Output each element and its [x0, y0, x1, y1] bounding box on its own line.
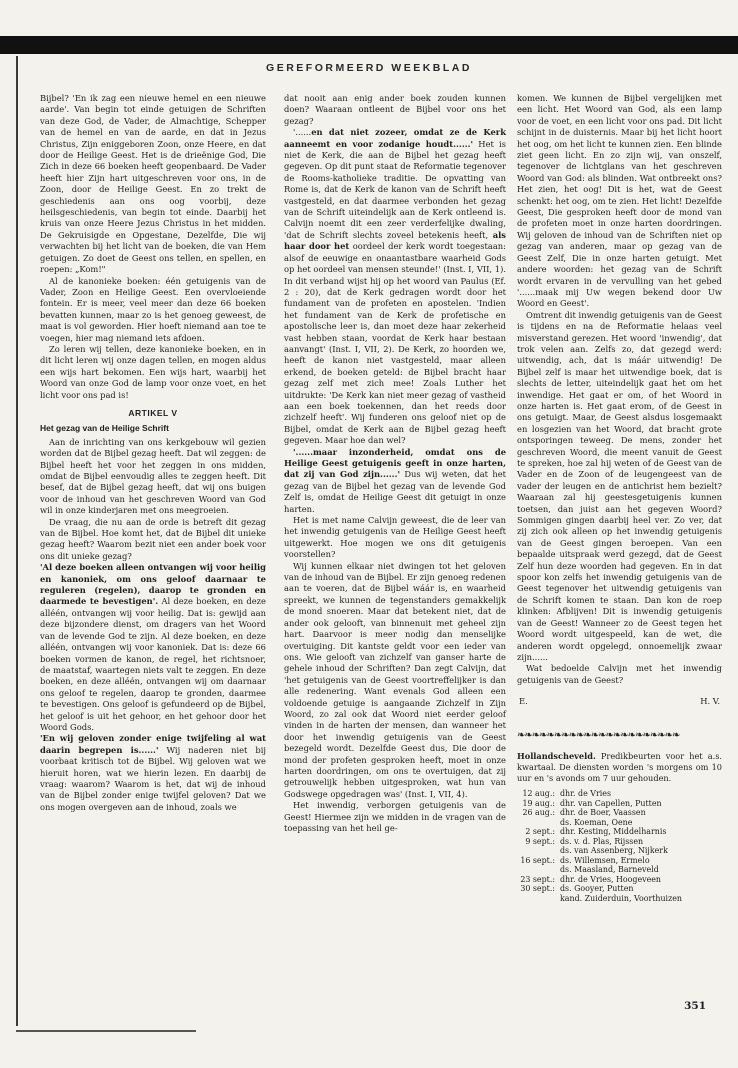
schedule-row: [517, 789, 722, 799]
column-2: [284, 93, 506, 834]
paragraph: Het is met name Calvijn geweest, die de leer van het inwendig getuigenis van de Heilige Geest heeft uitgewerkt. Hoe mogen we ons dit getuigenis voorstellen?: [284, 515, 506, 560]
masthead: GEREFORMEERD WEEKBLAD: [266, 62, 472, 74]
schedule-row: [517, 799, 722, 809]
paragraph: dat nooit aan enig ander boek zouden kunnen doen? Waaraan ontleent de Bijbel voor ons het gezag?: [284, 93, 506, 126]
paragraph: Zo leren wij tellen, deze kanonieke boeken, en in dit licht leren wij onze dagen tellen, en mogen aldus een wijs hart bekomen. Een wijs hart, waarbij het Woord van onze God de lamp voor onze voet, en het licht voor ons pad is!: [40, 343, 266, 400]
schedule-date: 19 aug.:: [522, 798, 555, 808]
paragraph-text: Al deze boeken, en deze alléén, ontvangen wij voor heilig. Dat is: gewijd aan deze bijzondere dienst, om dragers van het Woord van de levende God te zijn. Al deze boeken, en deze alléén, ontvangen wij voor kanoniek. Dat is: deze 66 boeken vormen de kanon, de regel, het richtsnoer, de maatstaf, waartegen niets valt te zeggen. En deze boeken, en deze alléén, ontvangen wij om daarnaar ons geloof te regelen, daarop te gronden, daarmee te bevestigen. Ons geloof is gefundeerd op de Bijbel, het geloof is uit het gehoor, en het gehoor door het Woord Gods.: [40, 596, 266, 732]
schedule-date: 30 sept.:: [520, 884, 555, 894]
paragraph: Wat bedoelde Calvijn met het inwendig getuigenis van de Geest?: [517, 663, 722, 685]
schedule-date: [517, 894, 560, 904]
schedule-date: 26 aug.:: [522, 808, 555, 818]
schedule-row: [517, 884, 722, 894]
paragraph: [284, 447, 506, 515]
schedule-row: [517, 808, 722, 818]
confession-quote: 'Al deze boeken alleen ontvangen wij voor heilig en kanoniek, om ons geloof daarnaar te reguleren (regelen), daarop te gronden en daarmede te bevestigen'.: [40, 562, 266, 607]
ornamental-divider: ❧❧❧❧❧❧❧❧❧❧❧❧❧❧❧❧❧❧❧❧❧❧: [517, 729, 680, 741]
paragraph: Het inwendig, verborgen getuigenis van de Geest! Hiermee zijn we midden in de vragen van de toepassing van het heil ge-: [284, 800, 506, 833]
emphasis: als haar door het: [284, 229, 506, 252]
schedule-row: [517, 865, 722, 875]
paragraph: Omtrent dit inwendig getuigenis van de Geest is tijdens en na de Reformatie helaas veel misverstand gerezen. Het woord 'inwendig', dat trok velen aan. Zelfs zo, dat gezegd werd: uitwendig, ach, dat is máár uitwendig! De Bijbel zelf is maar het uitwendige boek, dat is slechts de letter, uiteindelijk gaat het om het inwendige. Het gaat er om, of het Woord in onze harten is. Het gaat erom, of de Geest in ons getuigt. Maar, de Geest alsdus losgemaakt en losgezien van het Woord, dat bracht grote ontsporingen teweeg. De mens, zonder het geschreven Woord, die meent vanuit de Geest te spreken, hoe zal hij weten of de Geest van de Vader en de Zoon of de leugengeest van de vader der leugen en de antichrist hem bezielt? Waaraan zal hij geestesgetuigenis kunnen toetsen, dan juist aan het gegeven Woord? Sommigen gingen daarbij heel ver. Zo ver, dat zij zich ook alleen op het inwendig getuigenis van de Geest gingen beroepen. Van een bepaalde uitspraak werd gezegd, dat de Geest Zelf hun deze woorden had gegeven. En in dat spoor kon zelfs het inwendig getuigenis van de Geest tegenover het uitwendig getuigenis van de Schrift komen te staan. Dan kon de roep klinken: Afblijven! Dit is inwendig getuigenis van de Geest! Wanneer zo de Geest tegen het Woord wordt uitgespeeld, kan de wet, die anderen wordt opgelegd, onnoemelijk zwaar zijn......: [517, 309, 722, 662]
church-notice: [517, 751, 722, 783]
schedule-date: 16 sept.:: [520, 855, 555, 865]
schedule-preacher: ds. van Assenberg, Nijkerk: [560, 846, 668, 856]
schedule-preacher: dhr. van Capellen, Putten: [560, 798, 662, 808]
schedule-preacher: kand. Zuiderduin, Voorthuizen: [560, 893, 682, 903]
schedule-row: [517, 818, 722, 828]
schedule-preacher: dhr. de Vries, Hoogeveen: [560, 874, 661, 884]
schedule-row: [517, 875, 722, 885]
notice-text: Predikbeurten voor het a.s. kwartaal. De diensten worden 's morgens om 10 uur en 's avonds om 7 uur gehouden.: [517, 750, 722, 783]
paragraph: De vraag, die nu aan de orde is betreft dit gezag van de Bijbel. Hoe komt het, dat de Bijbel dit unieke gezag heeft? Waarom bezit niet een ander boek voor ons dit unieke gezag?: [40, 516, 266, 561]
section-subtitle: Het gezag van de Heilige Schrift: [40, 423, 169, 434]
schedule-preacher: ds. Koeman, Oene: [560, 817, 633, 827]
paragraph-text: Wij naderen niet bij voorbaat kritisch tot de Bijbel. Wij geloven wat we hieruit horen, wat we hierin lezen. En daarbij de vraag: waarom? Waarom is het, dat wij de inhoud van de Bijbel zonder enige twijfel geloven? Dat we ons mogen overgeven aan de inhoud, zoals we: [40, 744, 266, 812]
schedule-row: [517, 894, 722, 904]
schedule-row: [517, 856, 722, 866]
top-black-bar: [0, 36, 738, 54]
schedule-preacher: dhr. de Vries: [560, 789, 611, 799]
paragraph-text: Dus wij weten, dat het gezag van de Bijbel het gezag van de levende God Zelf is, omdat de Heilige Geest dit getuigt in onze harten.: [284, 469, 507, 514]
schedule-row: [517, 846, 722, 856]
schedule-date: 23 sept.:: [520, 874, 555, 884]
paragraph: Al de kanonieke boeken: één getuigenis van de Vader, Zoon en Heilige Geest. Een overvloeiende fontein. Er is meer, veel meer dan deze 66 boeken bevatten kunnen, maar zo is het genoeg geweest, de maat is vol geworden. Hier hoeft niemand aan toe te voegen, hier mag niemand iets afdoen.: [40, 275, 266, 343]
schedule-preacher: ds. Gooyer, Putten: [560, 884, 634, 894]
binding-edge: [16, 56, 18, 1026]
preaching-schedule: [517, 789, 722, 903]
column-1: [40, 93, 266, 813]
signature-left: E.: [519, 696, 528, 707]
confession-quote: 'En wij geloven zonder enige twijfeling al wat daarin begrepen is......': [40, 733, 266, 755]
paragraph: Aan de inrichting van ons kerkgebouw wil gezien worden dat de Bijbel gezag heeft. Dat wil zeggen: de Bijbel heeft het voor het zeggen in ons midden, omdat de Bijbel eenvoudig alles te zeggen heeft. Dit besef, dat de Bijbel gezag heeft, dat wij ons buigen voor de inhoud van het geschreven Woord van God wil in onze kinderjaren met ons meegroeien.: [40, 436, 266, 516]
article-heading: ARTIKEL V: [128, 407, 178, 418]
paragraph: [40, 733, 266, 813]
paragraph-text: oordeel der kerk wordt toegestaan: alsof de eeuwige en onaantastbare waarheid Gods op het oordeel van mensen steunde!' (Inst. I, VII, 1). In dit verband wijst hij op het woord van Paulus (Ef. 2 : 20), dat de Kerk gedragen wordt door het fundament van de profeten en apostelen. 'Indien het fundament van de Kerk de profetische en apostolische leer is, dan moet deze haar zekerheid vast hebben staan, voordat de Kerk haar bestaan aanvangt' (Inst. I, VII, 2). De Kerk, zo hoorden we, heeft de kanon niet vastgesteld, maar alleen erkend, de boeken geteld: de Bijbel bracht haar gezag zelf met zich mee! Zoals Luther het uitdrukte: 'De Kerk kan niet meer gezag of vastheid aan een boek toekennen, dan het reeds door zichzelf heeft'. Wij funderen ons geloof niet op de Bijbel, omdat de Kerk aan de Bijbel gezag heeft gegeven. Maar hoe dan wel?: [284, 241, 506, 446]
schedule-preacher: ds. Willemsen, Ermelo: [560, 855, 650, 865]
bottom-rule: [16, 1030, 196, 1032]
paragraph-text: Het is niet de Kerk, die aan de Bijbel het gezag heeft gegeven. Op dit punt staat de Reformatie tegenover de Rooms-katholieke traditie. De opvatting van Rome is, dat de Kerk de kanon van de Schrift heeft vastgesteld, en dat daarmee verbonden het gezag van de Schrift uiteindelijk aan de Kerk ontleend is. Calvijn noemt dit een zeer verderfelijke dwaling, 'dat de Schrift slechts zoveel betekenis heeft,: [284, 138, 507, 240]
schedule-preacher: dhr. de Boer, Vaassen: [560, 808, 646, 818]
schedule-row: [517, 827, 722, 837]
signature-right: H. V.: [700, 696, 720, 707]
schedule-preacher: dhr. Kesting, Middelharnis: [560, 827, 667, 837]
quote-lead: '......: [293, 127, 312, 138]
paragraph: [284, 127, 506, 446]
schedule-date: 12 aug.:: [522, 789, 555, 799]
schedule-date: [517, 865, 560, 875]
schedule-date: 9 sept.:: [525, 836, 555, 846]
column-3: [517, 93, 722, 903]
signature: [517, 696, 722, 707]
paragraph: Wij kunnen elkaar niet dwingen tot het geloven van de inhoud van de Bijbel. Er zijn genoeg redenen aan te voeren, dat de Bijbel wáár is, en waarheid spreekt, we kunnen de tegenstanders gemakkelijk de mond snoeren. Maar dat betekent niet, dat de ander ook gelooft, van binnenuit met geheel zijn hart. Daarvoor is meer nodig dan menselijke overtuiging. Dit kantste geldt voor een ieder van ons. Wie gelooft van zichzelf van ganser harte de gehele inhoud der Schriften? Dan zegt Calvijn, dat 'het getuigenis van de Geest voortreffelijker is dan alle redenering. Want evenals God alleen een voldoende getuige is aangaande Zichzelf in Zijn Woord, zo zal ook dat Woord niet eerder geloof vinden in de harten der mensen, dan wanneer het door het inwendig getuigenis van de Geest bezegeld wordt. Dezelfde Geest dus, Die door de mond der profeten gesproken heeft, moet in onze harten doordringen, om ons te overtuigen, dat zij getrouwelijk hebben uitgesproken, wat hun van Godswege opgedragen was' (Inst. I, VII, 4).: [284, 560, 506, 799]
paragraph: Bijbel? 'En ik zag een nieuwe hemel en een nieuwe aarde'. Van begin tot einde getuigen de Schriften van deze God, de Vader, de Almachtige, Schepper van de hemel en van de aarde, en dat in Jezus Christus, Zijn eniggeboren Zoon, onze Heere, en dat door de Heilige Geest. Het is de drieënige God, Die Zich in deze 66 boeken heeft geopenbaard. De Vader heeft hier Zijn hart uitgeschreven voor ons, in de Zoon, door de Heilige Geest. En zo trekt de geschiedenis aan ons oog voorbij, deze heilsgeschiedenis, van begin tot einde. Daarbij het kruis van onze Heere Jezus Christus in het midden. De Gekruisigde en Opgestane, Dezelfde, Die wij verwachten bij het licht van de boeken, die van Hem getuigen. Zo doet de Geest ons tellen, en spellen, en roepen: „Kom!": [40, 93, 266, 275]
notice-place: Hollandscheveld.: [517, 750, 596, 761]
schedule-preacher: ds. v. d. Plas, Rijssen: [560, 836, 644, 846]
page-number: 351: [684, 1000, 706, 1012]
schedule-date: [517, 818, 560, 828]
paragraph: komen. We kunnen de Bijbel vergelijken met een licht. Het Woord van God, als een lamp voor de voet, en een licht voor ons pad. Dit licht schijnt in de duisternis. Maar bij het licht hoort het oog, om het licht te kunnen zien. Een blinde ziet geen licht. En zo zijn wij, van onszelf, tegenover de lichtglans van het geschreven Woord van God: als blinden. Wat ontbreekt ons? Het zien, het oog! Dit is het, wat de Geest schenkt: het oog, om te zien. Het licht! Dezelfde Geest, Die gesproken heeft door de mond van de profeten moet in onze harten doordringen. Wij geloven de inhoud van de Schriften niet op gezag van anderen, maar op gezag van de Geest Zelf, Die in onze harten getuigt. Met andere woorden: het gezag van de Schrift wordt ervaren in de vervulling van het gebed '......maak mij Uw wegen bekend door Uw Woord en Geest'.: [517, 93, 722, 309]
schedule-preacher: ds. Maasland, Barneveld: [560, 865, 659, 875]
schedule-date: [517, 846, 560, 856]
schedule-row: [517, 837, 722, 847]
confession-quote: en dat niet zozeer, omdat ze de Kerk aanneemt en voor zodanige houdt......': [284, 127, 506, 149]
confession-quote: '......maar inzonderheid, omdat ons de Heilige Geest getuigenis geeft in onze harten, dat zij van God zijn......': [284, 446, 506, 480]
paragraph: [40, 562, 266, 733]
schedule-date: 2 sept.:: [525, 827, 555, 837]
